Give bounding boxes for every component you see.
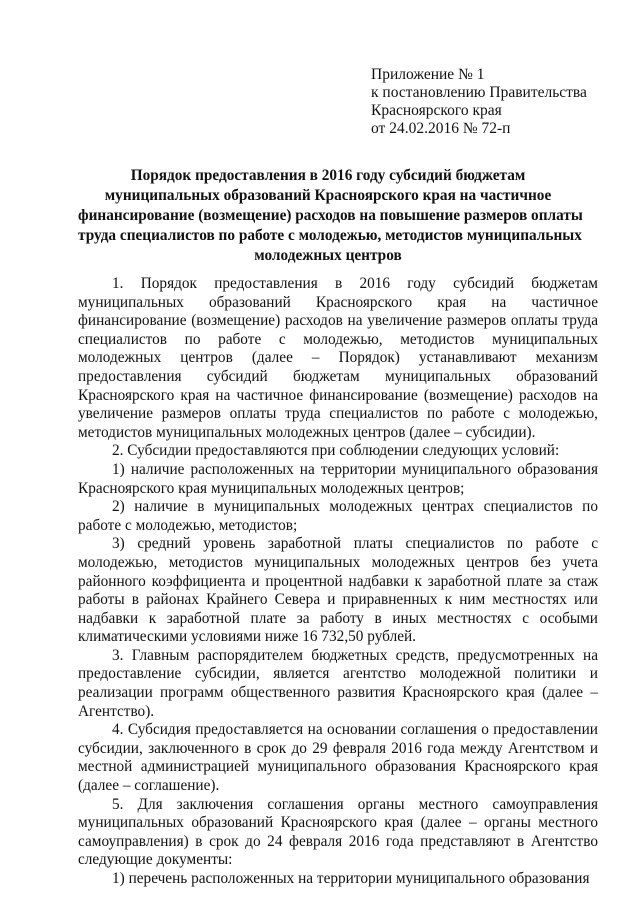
annex-line: от 24.02.2016 № 72-п	[371, 120, 511, 137]
paragraph: 2) наличие в муниципальных молодежных центрах специалистов по работе с молодежью, методистов;	[78, 498, 598, 534]
document-body	[78, 275, 598, 889]
title-line: финансирование (возмещение) расходов на повышение размеров оплаты	[78, 207, 583, 224]
paragraph: 4. Субсидия предоставляется на основании соглашения о предоставлении субсидии, заключенного в срок до 29 февраля 2016 года между Агентством и местной администрацией муниципального образования Красноярского края (далее – соглашение).	[78, 721, 598, 795]
title-line: муниципальных образований Красноярского края на частичное	[104, 187, 552, 204]
paragraph: 2. Субсидии предоставляются при соблюдении следующих условий:	[112, 442, 560, 460]
annex-reference	[371, 66, 587, 138]
paragraph: 1. Порядок предоставления в 2016 году субсидий бюджетам муниципальных образований Красноярского края на частичное финансирование (возмещение) расходов на увеличение размеров оплаты труда специалистов по работе с молодежью, методистов муниципальных молодежных центров (далее – Порядок) устанавливают механизм предоставления субсидий бюджетам муниципальных образований Красноярского края на частичное финансирование (возмещение) расходов на увеличение размеров оплаты труда специалистов по работе с молодежью, методистов муниципальных молодежных центров (далее – субсидии).	[78, 275, 598, 441]
title-line: труда специалистов по работе с молодежью, методистов муниципальных	[78, 227, 582, 244]
paragraph: 5. Для заключения соглашения органы местного самоуправления муниципальных образований Красноярского края (далее – органы местного самоуправления) в срок до 24 февраля 2016 года представляют в Агентство следующие документы:	[78, 795, 598, 869]
annex-line: Приложение № 1	[371, 66, 485, 83]
title-line: молодежных центров	[254, 247, 402, 264]
paragraph: 1) перечень расположенных на территории муниципального образования	[112, 870, 590, 887]
title-line: Порядок предоставления в 2016 году субсидий бюджетам	[130, 167, 526, 184]
paragraph: 3. Главным распорядителем бюджетных средств, предусмотренных на предоставление субсидии, является агентство молодежной политики и реализации программ общественного развития Красноярского края (далее – Агентство).	[78, 646, 598, 720]
annex-line: Красноярского края	[371, 102, 502, 119]
paragraph: 1) наличие расположенных на территории муниципального образования Красноярского края муниципальных молодежных центров;	[78, 460, 598, 497]
annex-line: к постановлению Правительства	[371, 84, 587, 101]
document-title	[78, 166, 583, 266]
paragraph: 3) средний уровень заработной платы специалистов по работе с молодежью, методистов муниципальных молодежных центров без учета районного коэффициента и процентной надбавки к заработной плате за стаж работы в районах Крайнего Севера и приравненных к ним местностях или надбавки к заработной плате за работу в иных местностях с особыми климатическими условиями ниже 16 732,50 рублей.	[78, 535, 598, 646]
